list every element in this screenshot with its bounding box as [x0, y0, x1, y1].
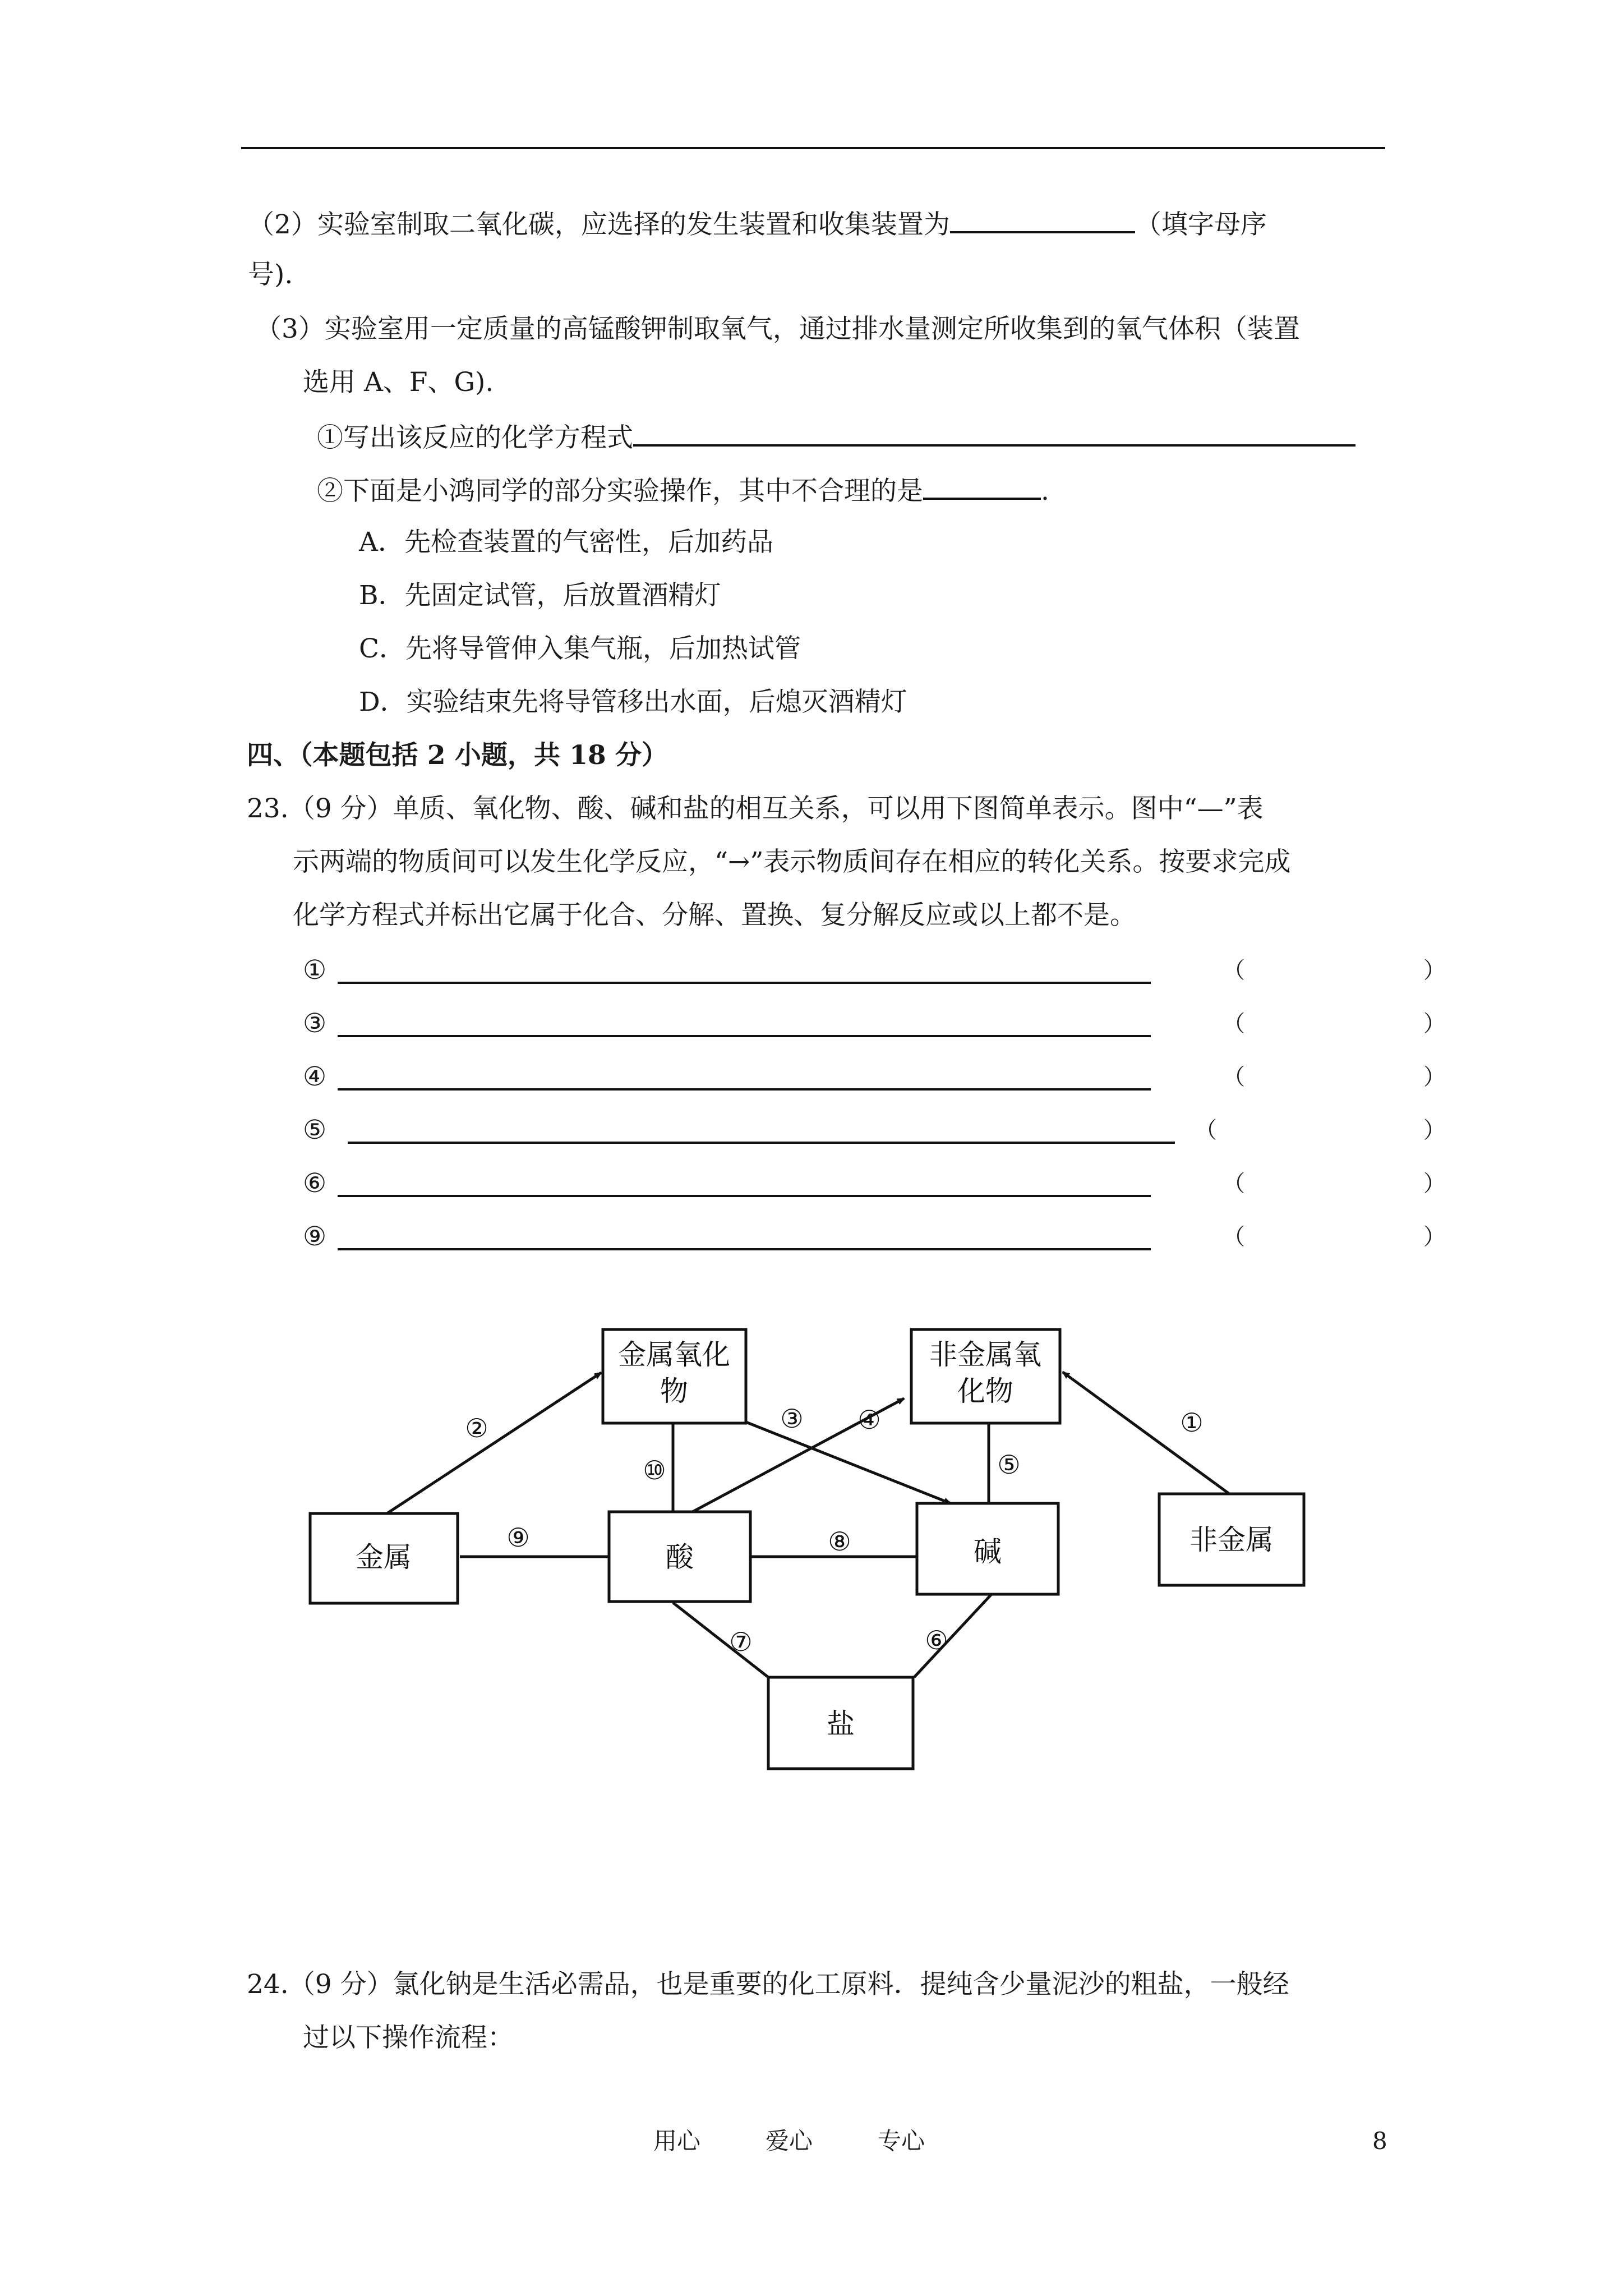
node-nonmetal-label: 非金属	[1189, 1524, 1274, 1556]
answer-number: ⑥	[303, 1168, 327, 1199]
node-nonmetal-oxide-label: 非金属氧	[929, 1338, 1041, 1371]
type-paren-open: （	[1223, 1224, 1245, 1250]
node-nonmetal-oxide-label: 化物	[957, 1375, 1013, 1407]
q22-sub1-text: ①写出该反应的化学方程式	[317, 422, 633, 453]
reaction-number-10: ⑩	[643, 1455, 666, 1485]
answer-number: ④	[303, 1061, 327, 1092]
type-paren-open: （	[1223, 1171, 1245, 1197]
arrow-2	[387, 1373, 601, 1513]
q23-line1: 23.（9 分）单质、氧化物、酸、碱和盐的相互关系，可以用下图简单表示。图中“—”表	[247, 793, 1264, 824]
reaction-number-3: ③	[780, 1404, 804, 1434]
node-metal-oxide-label: 金属氧化	[618, 1338, 730, 1371]
q22-option-b: B．先固定试管，后放置酒精灯	[359, 580, 721, 611]
reaction-number-6: ⑥	[925, 1625, 948, 1655]
answer-number: ③	[303, 1008, 327, 1039]
section-heading: 四、（本题包括 2 小题，共 18 分）	[247, 740, 668, 771]
type-paren-close: ）	[1423, 958, 1446, 983]
reaction-number-9: ⑨	[506, 1522, 530, 1553]
answer-number: ⑨	[303, 1221, 327, 1252]
type-paren-open: （	[1223, 958, 1245, 983]
node-metal-label: 金属	[356, 1541, 412, 1573]
reaction-number-4: ④	[857, 1405, 881, 1435]
type-paren-open: （	[1195, 1117, 1217, 1143]
node-acid-label: 酸	[666, 1541, 694, 1573]
q22-option-c: C．先将导管伸入集气瓶，后加热试管	[359, 633, 801, 664]
reaction-number-2: ②	[465, 1413, 488, 1443]
answer-number: ⑤	[303, 1115, 327, 1145]
type-paren-close: ）	[1423, 1224, 1446, 1250]
q22-option-a: A．先检查装置的气密性，后加药品	[359, 527, 773, 558]
q22-part3-text: （3）实验室用一定质量的高锰酸钾制取氧气，通过排水量测定所收集到的氧气体积（装置	[255, 314, 1300, 344]
type-paren-close: ）	[1423, 1011, 1446, 1037]
footer-word-1: 用心	[653, 2127, 701, 2155]
q22-part2-hint: （填字母序	[1135, 209, 1267, 240]
q22-sub2-text: ②下面是小鸿同学的部分实验操作，其中不合理的是	[317, 476, 923, 507]
q22-sub2-period: .	[1041, 476, 1049, 507]
reaction-number-8: ⑧	[828, 1526, 851, 1557]
type-paren-close: ）	[1423, 1064, 1446, 1090]
footer-word-2: 爱心	[766, 2127, 813, 2155]
arrow-1	[1063, 1372, 1229, 1494]
node-metal-oxide-label: 物	[660, 1375, 688, 1407]
q22-option-d: D．实验结束先将导管移出水面，后熄灭酒精灯	[359, 687, 907, 717]
q23-line2: 示两端的物质间可以发生化学反应，“→”表示物质间存在相应的转化关系。按要求完成	[293, 846, 1291, 877]
page-number: 8	[1372, 2127, 1387, 2155]
arrow-3	[746, 1422, 951, 1503]
q24-line1: 24.（9 分）氯化钠是生活必需品，也是重要的化工原料．提纯含少量泥沙的粗盐，一般经	[247, 1969, 1289, 2000]
q22-part2-text: （2）实验室制取二氧化碳，应选择的发生装置和收集装置为	[248, 209, 950, 240]
q22-part3-devices: 选用 A、F、G).	[303, 367, 494, 398]
line-7	[673, 1603, 768, 1677]
reaction-number-5: ⑤	[997, 1450, 1021, 1480]
type-paren-open: （	[1223, 1064, 1245, 1090]
q24-line2: 过以下操作流程：	[303, 2022, 514, 2053]
reaction-number-1: ①	[1180, 1407, 1204, 1438]
node-base-label: 碱	[974, 1535, 1002, 1568]
type-paren-close: ）	[1423, 1117, 1446, 1143]
type-paren-close: ）	[1423, 1171, 1446, 1197]
answer-number: ①	[303, 955, 327, 986]
footer-word-3: 专心	[878, 2127, 925, 2155]
type-paren-open: （	[1223, 1011, 1245, 1037]
node-salt-label: 盐	[827, 1708, 855, 1740]
q23-line3: 化学方程式并标出它属于化合、分解、置换、复分解反应或以上都不是。	[293, 900, 1136, 931]
q22-part2-tail: 号).	[248, 259, 293, 290]
reaction-number-7: ⑦	[729, 1627, 753, 1657]
